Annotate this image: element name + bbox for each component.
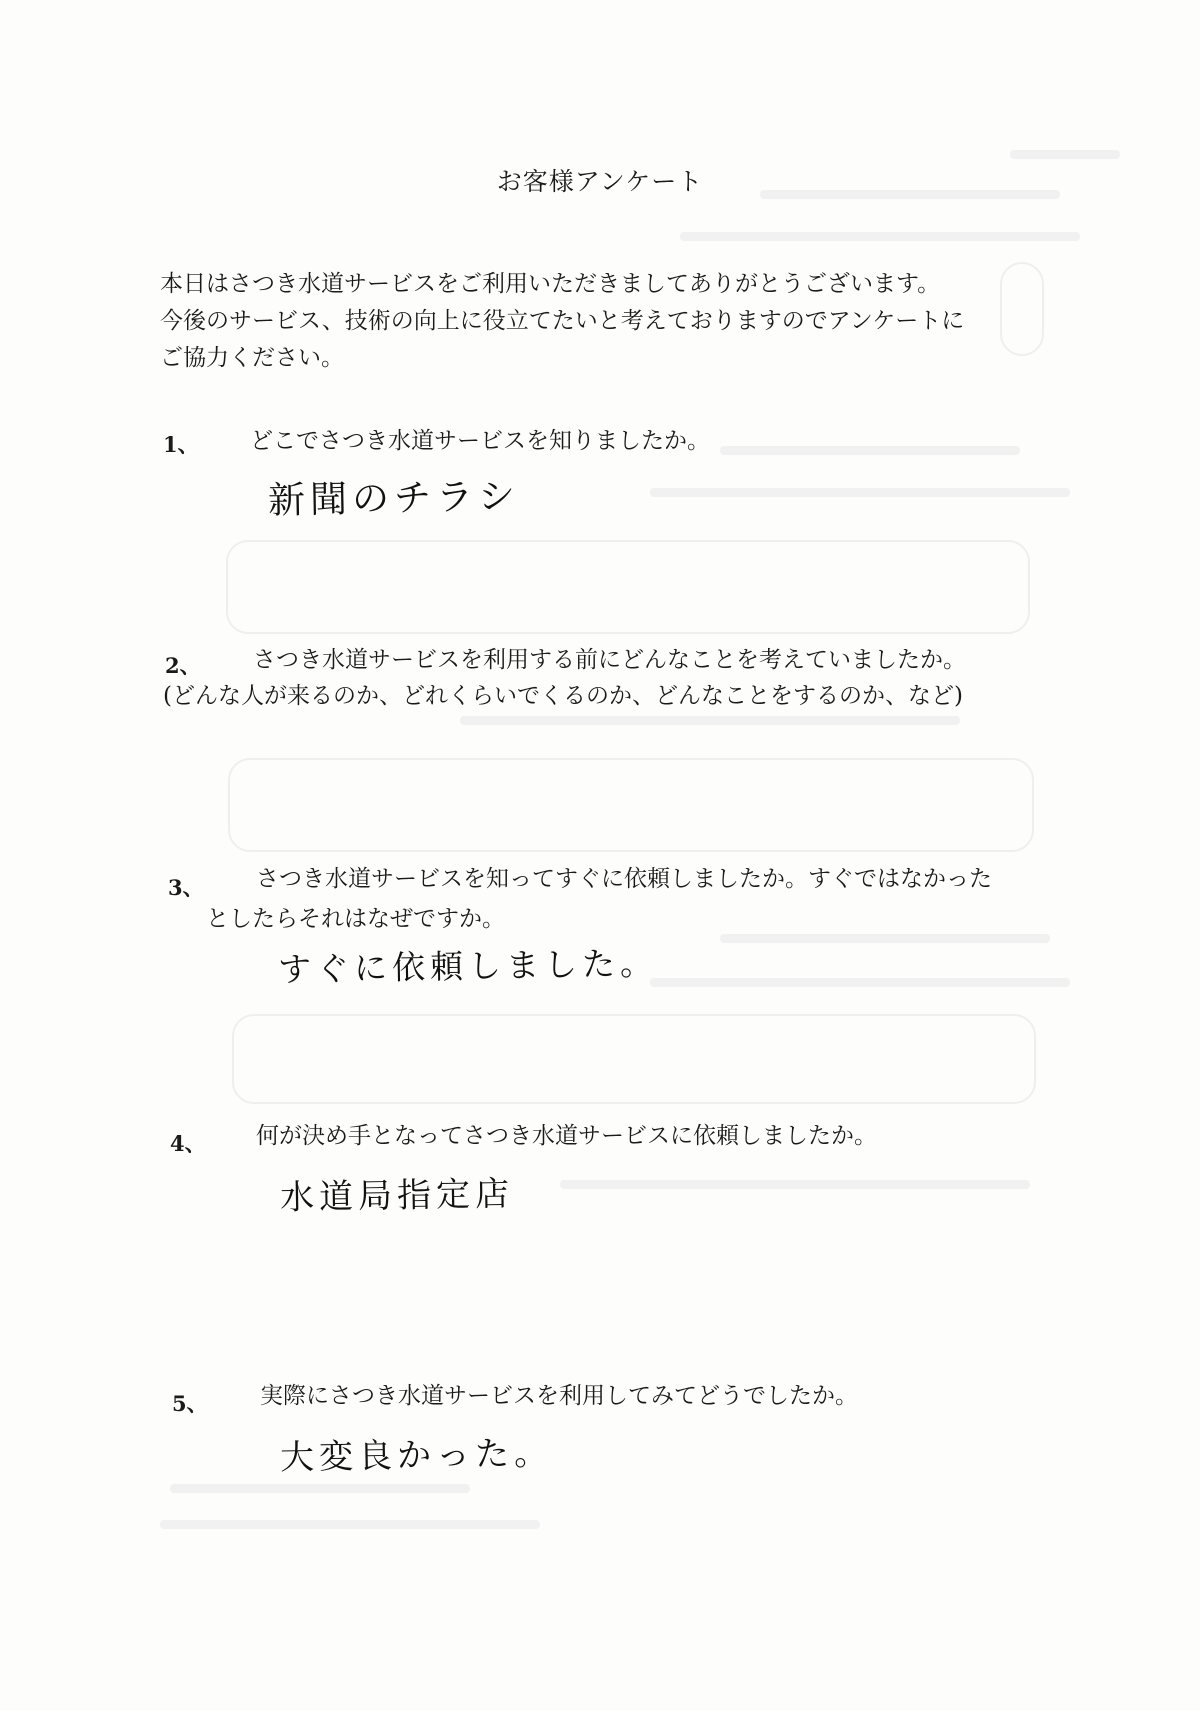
show-through-line	[720, 934, 1050, 943]
question-text: 何が決め手となってさつき水道サービスに依頼しましたか。	[256, 1123, 877, 1149]
question-number: 3、	[168, 875, 204, 900]
show-through-line	[650, 488, 1070, 497]
question-text: さつき水道サービスを知ってすぐに依頼しましたか。すぐではなかった	[256, 866, 992, 892]
show-through-line	[460, 716, 960, 725]
question-text: 実際にさつき水道サービスを利用してみてどうでしたか。	[260, 1383, 858, 1409]
question-number: 2、	[165, 653, 201, 678]
intro-line: ご協力ください。	[160, 345, 344, 371]
show-through-line	[650, 978, 1070, 987]
question-text: どこでさつき水道サービスを知りましたか。	[250, 428, 710, 454]
handwritten-answer: すぐに依頼しました。	[277, 943, 659, 989]
show-through-box	[228, 758, 1034, 852]
question-number: 4、	[170, 1131, 206, 1156]
page-title: お客様アンケート	[496, 167, 704, 196]
show-through-box	[226, 540, 1030, 634]
question-number: 5、	[172, 1391, 208, 1416]
show-through-box	[232, 1014, 1036, 1104]
show-through-line	[720, 446, 1020, 455]
show-through-line	[160, 1520, 540, 1529]
intro-line: 今後のサービス、技術の向上に役立てたいと考えておりますのでアンケートに	[160, 308, 965, 334]
intro-line: 本日はさつき水道サービスをご利用いただきましてありがとうございます。	[160, 271, 941, 297]
handwritten-answer: 新聞のチラシ	[267, 474, 521, 522]
question-subtext: としたらそれはなぜですか。	[206, 906, 505, 932]
show-through-line	[1010, 150, 1120, 159]
show-through-line	[560, 1180, 1030, 1189]
question-number: 1、	[163, 432, 199, 457]
show-through-line	[680, 232, 1080, 241]
handwritten-answer: 大変良かった。	[279, 1433, 554, 1478]
handwritten-answer: 水道局指定店	[279, 1173, 515, 1218]
question-subtext: (どんな人が来るのか、どれくらいでくるのか、どんなことをするのか、など)	[163, 683, 963, 709]
show-through-line	[170, 1484, 470, 1493]
question-text: さつき水道サービスを利用する前にどんなことを考えていましたか。	[253, 647, 966, 673]
